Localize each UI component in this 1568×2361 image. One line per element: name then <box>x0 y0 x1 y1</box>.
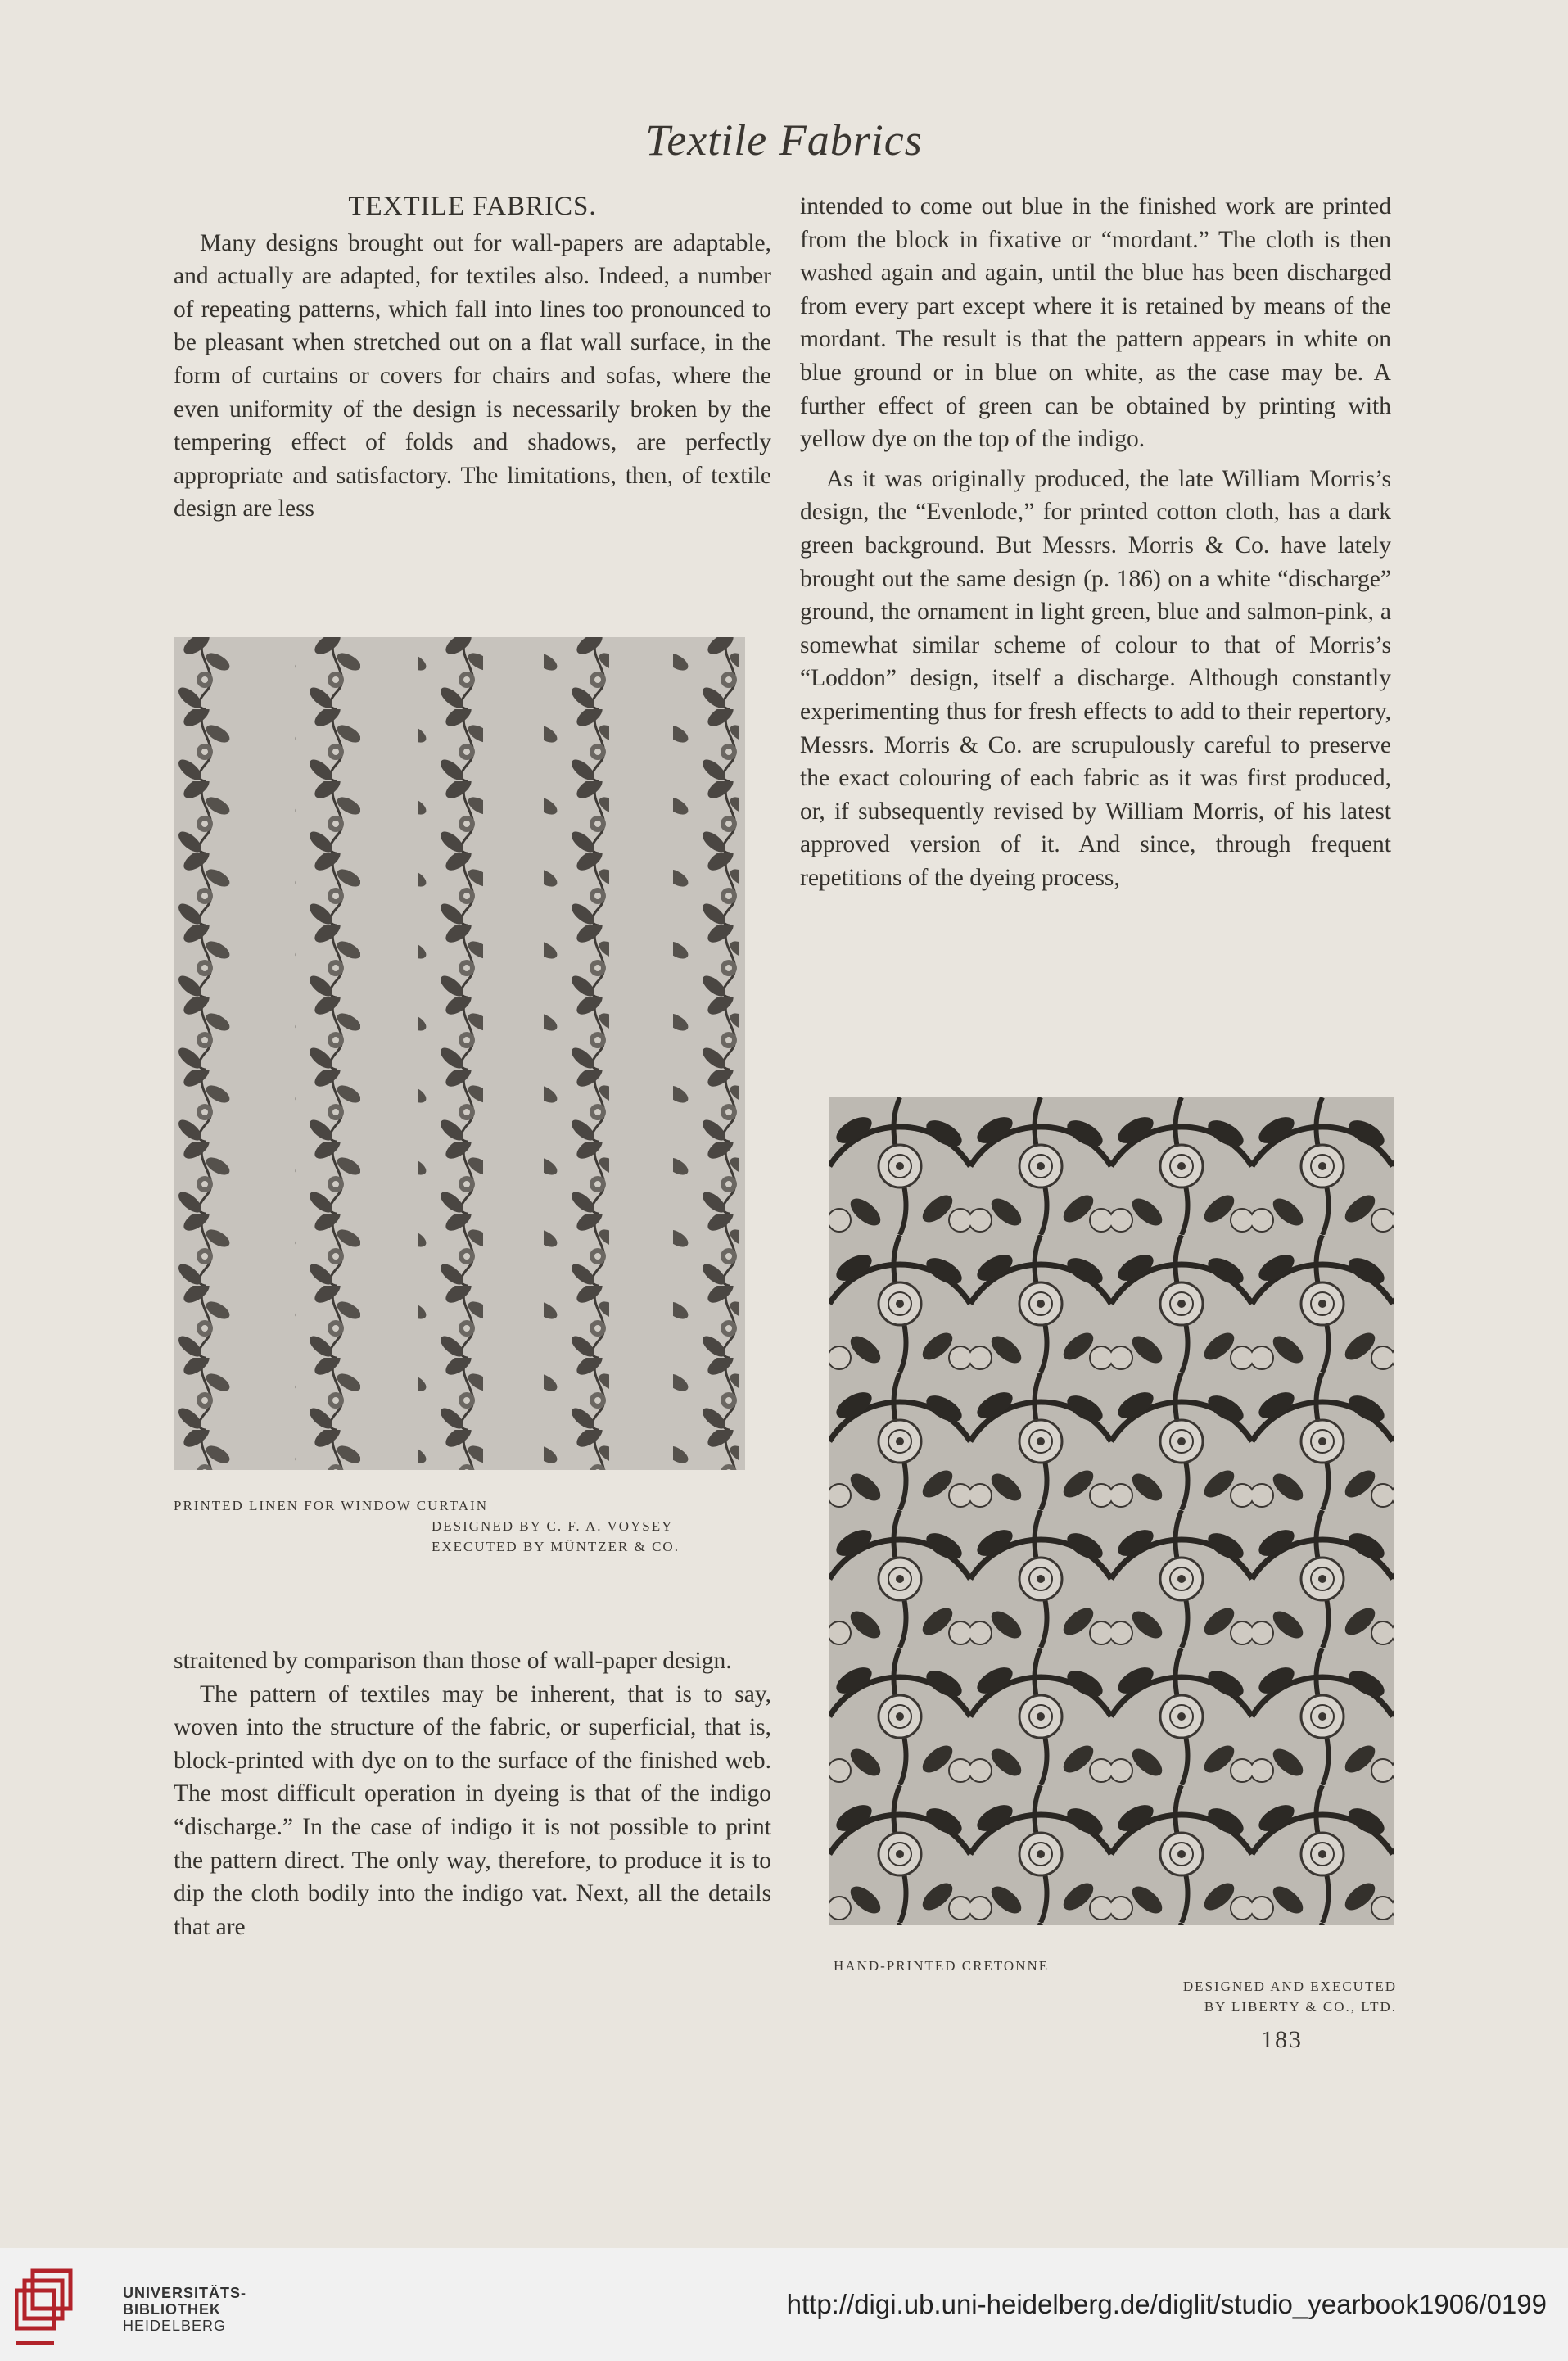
right-column <box>800 190 1391 894</box>
figure-left-caption <box>174 1495 747 1557</box>
paragraph: Many designs brought out for wall-papers are adaptable, and actually are adapted, for textiles also. Indeed, a number of repeating patterns, which fall into lines too pronounced to be pleasant when stretched out on a flat wall surface, in the form of curtains or covers for chairs and sofas, where the even uniformity of the design is necessarily broken by the tempering effect of folds and shadows, are perfectly appropriate and satisfactory. The limitations, then, of textile design are less <box>174 229 771 522</box>
left-column-bottom <box>174 1644 771 1943</box>
caption-line: DESIGNED BY C. F. A. VOYSEY <box>432 1518 674 1534</box>
source-url-link[interactable]: http://digi.ub.uni-heidelberg.de/diglit/studio_yearbook1906/0199 <box>786 2289 1547 2319</box>
caption-line: HAND-PRINTED CRETONNE <box>834 1958 1050 1974</box>
paragraph: The pattern of textiles may be inherent, that is to say, woven into the structure of the fabric, or superficial, that is, block-printed with dye on to the surface of the finished web. The most difficult operation in dyeing is that of the indigo “discharge.” In the case of indigo it is not possible to print the pattern direct. The only way, therefore, to produce it is to dip the cloth bodily into the indigo vat. Next, all the details that are <box>174 1680 771 1940</box>
library-footer <box>0 2248 1568 2361</box>
cretonne-floral-pattern-image <box>829 1097 1394 1925</box>
library-name-line: BIBLIOTHEK <box>123 2301 221 2318</box>
figure-printed-linen <box>174 637 745 1470</box>
running-head: Textile Fabrics <box>645 115 923 165</box>
paragraph: intended to come out blue in the finished work are printed from the block in fixative or “mordant.” The cloth is then washed again and again, until the blue has been discharged from every part except where it is retained by means of the mordant. The result is that the pattern appears in white on blue ground or in blue on white, as the case may be. A further effect of green can be obtained by printing with yellow dye on the top of the indigo. <box>800 193 1391 453</box>
left-column-top <box>174 190 771 526</box>
page-number: 183 <box>1261 2026 1303 2053</box>
paragraph: As it was originally produced, the late William Morris’s design, the “Evenlode,” for printed cotton cloth, has a dark green background. But Messrs. Morris & Co. have lately brought out the same design (p. 186) on a white “discharge” ground, the ornament in light green, blue and salmon-pink, a somewhat similar scheme of colour to that of Morris’s “Loddon” design, itself a discharge. Although constantly experimenting thus for fresh effects to add to their repertory, Messrs. Morris & Co. are scrupulously careful to preserve the exact colouring of each fabric as it was first produced, or, if subsequently revised by William Morris, of his latest approved version of it. And since, through frequent repetitions of the dyeing process, <box>800 465 1391 891</box>
library-name-line: UNIVERSITÄTS- <box>123 2285 247 2301</box>
paragraph: straitened by comparison than those of wall-paper design. <box>174 1648 732 1674</box>
library-name <box>123 2285 246 2334</box>
caption-line: EXECUTED BY MÜNTZER & CO. <box>432 1539 680 1554</box>
floral-stripe-pattern-image <box>174 637 745 1470</box>
caption-line: BY LIBERTY & CO., LTD. <box>1204 1999 1397 2015</box>
caption-line: DESIGNED AND EXECUTED <box>1182 1979 1397 1994</box>
figure-right-caption <box>834 1956 1399 2017</box>
library-name-line: HEIDELBERG <box>123 2318 227 2334</box>
section-title: TEXTILE FABRICS. <box>348 192 597 221</box>
caption-line: PRINTED LINEN FOR WINDOW CURTAIN <box>174 1498 488 1513</box>
figure-hand-printed-cretonne <box>829 1097 1394 1925</box>
library-logo-icon <box>15 2264 113 2346</box>
